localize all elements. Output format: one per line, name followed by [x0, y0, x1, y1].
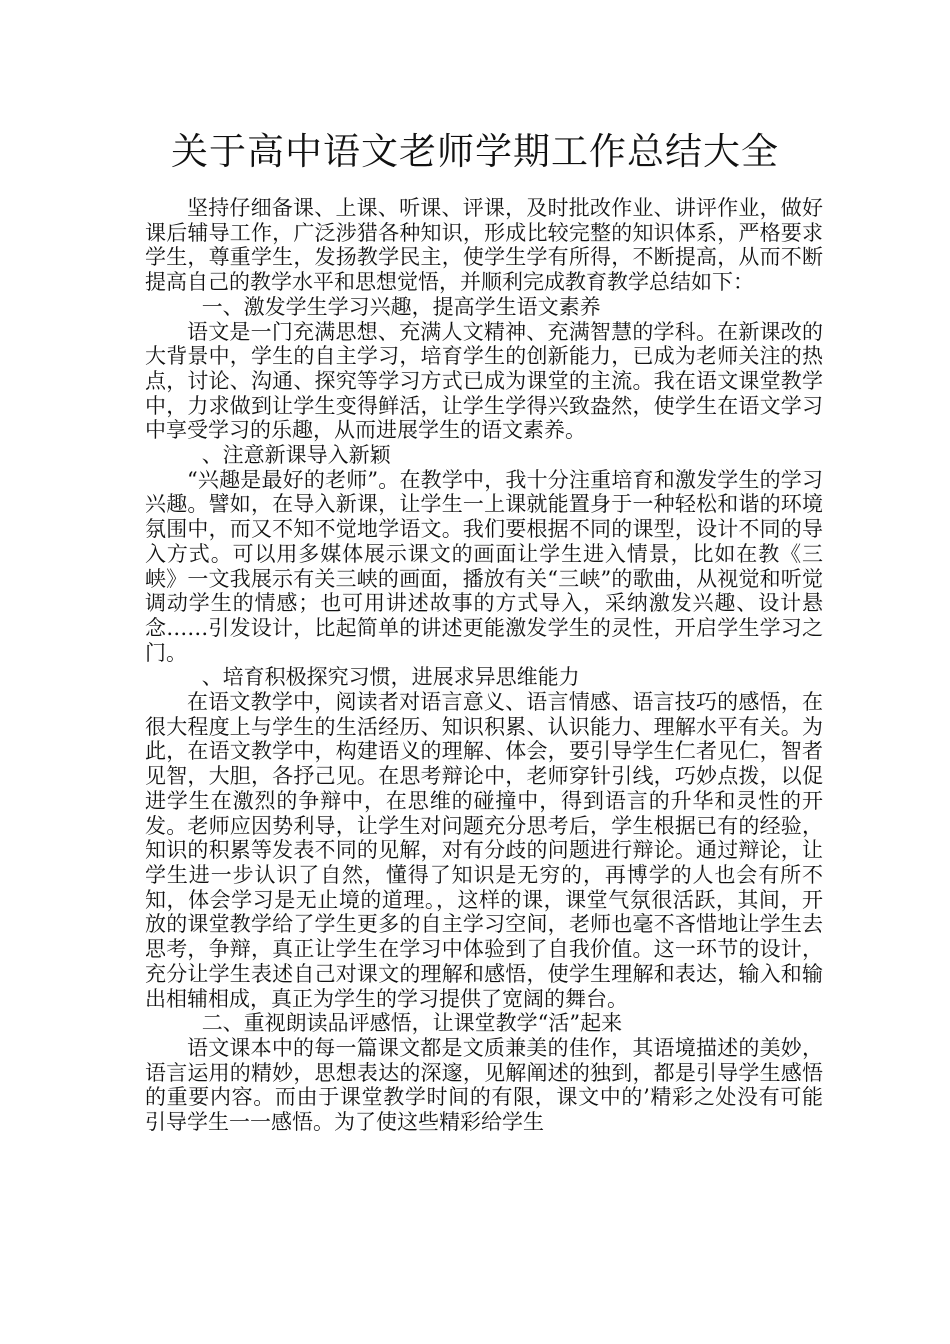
section-1-paragraph: 语文是一门充满思想、充满人文精神、充满智慧的学科。在新课改的大背景中，学生的自主学习，培育学生的创新能力，已成为老师关注的热点，讨论、沟通、探究等学习方式已成为课堂的主流。我在语文课堂教学中，力求做到让学生变得鲜活，让学生学得兴致盎然，使学生在语文学习中享受学习的乐趣，从而进展学生的语文素养。: [145, 319, 823, 443]
subheading-new-lesson: 、注意新课导入新颖: [201, 443, 391, 468]
section-heading-1: 一、激发学生学习兴趣，提高学生语文素养: [201, 294, 601, 319]
section-heading-2: 二、重视朗读品评感悟，让课堂教学“活”起来: [201, 1011, 623, 1036]
new-lesson-paragraph: “兴趣是最好的老师”。在教学中，我十分注重培育和激发学生的学习兴趣。譬如，在导入新课，让学生一上课就能置身于一种轻松和谐的环境氛围中，而又不知不觉地学语文。我们要根据不同的课型，设计不同的导入方式。可以用多媒体展示课文的画面让学生进入情景，比如在教《三峡》一文我展示有关三峡的画面，播放有关“三峡”的歌曲，从视觉和听觉调动学生的情感；也可用讲述故事的方式导入，采纳激发兴趣、设计悬念……引发设计，比起简单的讲述更能激发学生的灵性，开启学生学习之门。: [145, 467, 823, 665]
section-2-paragraph: 语文课本中的每一篇课文都是文质兼美的佳作，其语境描述的美妙，语言运用的精妙，思想表达的深邃，见解阐述的独到，都是引导学生感悟的重要内容。而由于课堂教学时间的有限，课文中的’精彩之处没有可能引导学生一一感悟。为了使这些精彩给学生: [145, 1035, 823, 1135]
document-title: 关于高中语文老师学期工作总结大全: [171, 130, 779, 173]
document-body: [145, 196, 823, 1135]
inquiry-paragraph: 在语文教学中，阅读者对语言意义、语言情感、语言技巧的感悟，在很大程度上与学生的生活经历、知识积累、认识能力、理解水平有关。为此，在语文教学中，构建语义的理解、体会，要引导学生仁者见仁，智者见智，大胆，各抒己见。在思考辩论中，老师穿针引线，巧妙点拨，以促进学生在激烈的争辩中，在思维的碰撞中，得到语言的升华和灵性的开发。老师应因势利导，让学生对问题充分思考后，学生根据已有的经验，知识的积累等发表不同的见解，对有分歧的问题进行辩论。通过辩论，让学生进一步认识了自然，懂得了知识是无穷的，再博学的人也会有所不知，体会学习是无止境的道理。，这样的课，课堂气氛很活跃，其间，开放的课堂教学给了学生更多的自主学习空间，老师也毫不吝惜地让学生去思考，争辩，真正让学生在学习中体验到了自我价值。这一环节的设计，充分让学生表述自己对课文的理解和感悟，使学生理解和表达，输入和输出相辅相成，真正为学生的学习提供了宽阔的舞台。: [145, 690, 823, 1011]
intro-paragraph: 坚持仔细备课、上课、听课、评课，及时批改作业、讲评作业，做好课后辅导工作，广泛涉猎各种知识，形成比较完整的知识体系，严格要求学生，尊重学生，发扬教学民主，使学生学有所得，不断提高，从而不断提高自己的教学水平和思想觉悟，并顺利完成教育教学总结如下：: [145, 196, 823, 295]
subheading-inquiry: 、培育积极探究习惯，进展求异思维能力: [201, 665, 580, 690]
